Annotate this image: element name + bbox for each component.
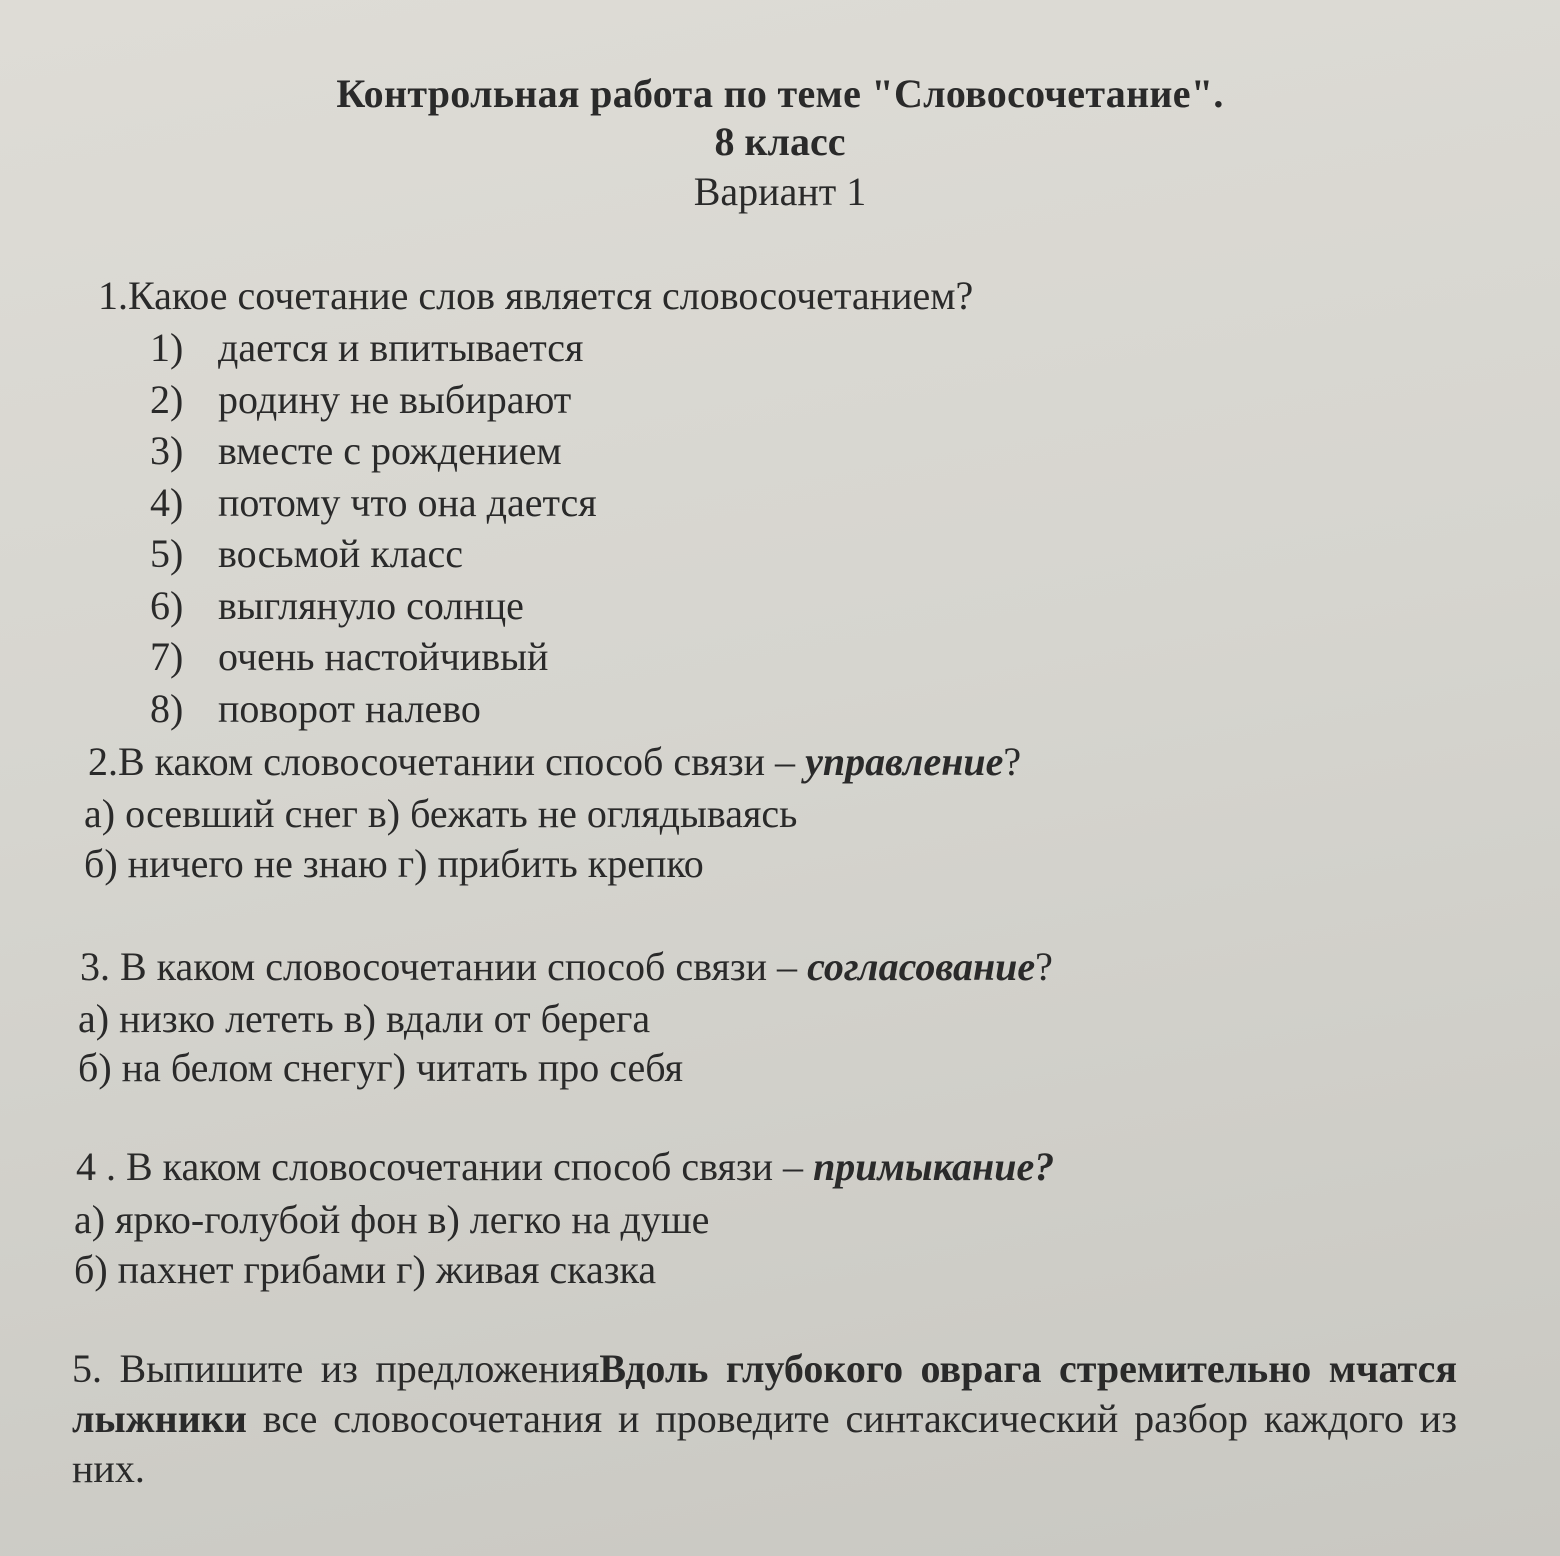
option-text: вместе с рождением [218, 428, 562, 473]
question-5 [72, 1344, 1457, 1494]
option-number: 8) [150, 685, 184, 731]
option-4 [150, 477, 597, 529]
question-4-line-b: б) пахнет грибами г) живая сказка [74, 1247, 657, 1292]
option-2 [150, 374, 597, 426]
question-3-suffix: ? [1035, 944, 1053, 989]
option-number: 1) [150, 325, 184, 370]
option-3 [150, 425, 597, 477]
option-text: поворот налево [218, 685, 481, 731]
option-text: выглянуло солнце [218, 582, 524, 628]
question-2-line-b: б) ничего не знаю г) прибить крепко [84, 841, 704, 886]
option-number: 7) [150, 634, 184, 679]
option-number: 3) [150, 428, 184, 473]
question-3-line-a: а) низко лететь в) вдали от берега [78, 996, 651, 1041]
worksheet-title: Контрольная работа по теме "Словосочетание". [336, 71, 1224, 116]
question-4-prefix: 4 . В каком словосочетании способ связи – [76, 1144, 814, 1189]
option-7 [150, 631, 597, 683]
question-5-sentence: Вдоль глубокого оврага стремительно мчатся лыжники [72, 1346, 1457, 1441]
option-number: 2) [150, 376, 184, 422]
option-text: потому что она дается [218, 479, 597, 525]
question-4-emphasis: примыкание? [813, 1144, 1055, 1189]
variant-label: Вариант 1 [693, 169, 867, 214]
question-1-options [150, 322, 597, 734]
question-3 [80, 943, 1053, 990]
question-3-emphasis: согласование [807, 944, 1036, 989]
question-5-prefix: 5. Выпишите из предложения [72, 1346, 600, 1391]
question-3-line-b: б) на белом снегуг) читать про себя [78, 1045, 684, 1090]
option-number: 6) [150, 582, 184, 628]
question-2-emphasis: управление [805, 739, 1004, 784]
option-text: восьмой класс [218, 531, 463, 576]
question-1: 1.Какое сочетание слов является словосочетанием? [98, 273, 974, 318]
option-text: очень настойчивый [218, 634, 549, 679]
question-2-prefix: 2.В каком словосочетании способ связи – [88, 739, 806, 784]
option-8 [150, 683, 597, 735]
option-text: родину не выбирают [218, 376, 572, 422]
grade-label: 8 класс [714, 119, 846, 164]
option-text: дается и впитывается [218, 325, 584, 370]
option-1 [150, 322, 597, 374]
question-5-suffix: все словосочетания и проведите синтаксический разбор каждого из них. [72, 1396, 1457, 1491]
question-2 [88, 738, 1021, 785]
question-2-line-a: а) осевший снег в) бежать не оглядываясь [84, 791, 798, 836]
option-5 [150, 528, 597, 580]
question-3-prefix: 3. В каком словосочетании способ связи – [80, 944, 808, 989]
option-number: 5) [150, 531, 184, 576]
option-number: 4) [150, 479, 184, 525]
option-6 [150, 580, 597, 632]
question-2-suffix: ? [1003, 739, 1022, 784]
question-4-line-a: а) ярко-голубой фон в) легко на душе [74, 1197, 710, 1242]
question-4 [76, 1143, 1054, 1190]
